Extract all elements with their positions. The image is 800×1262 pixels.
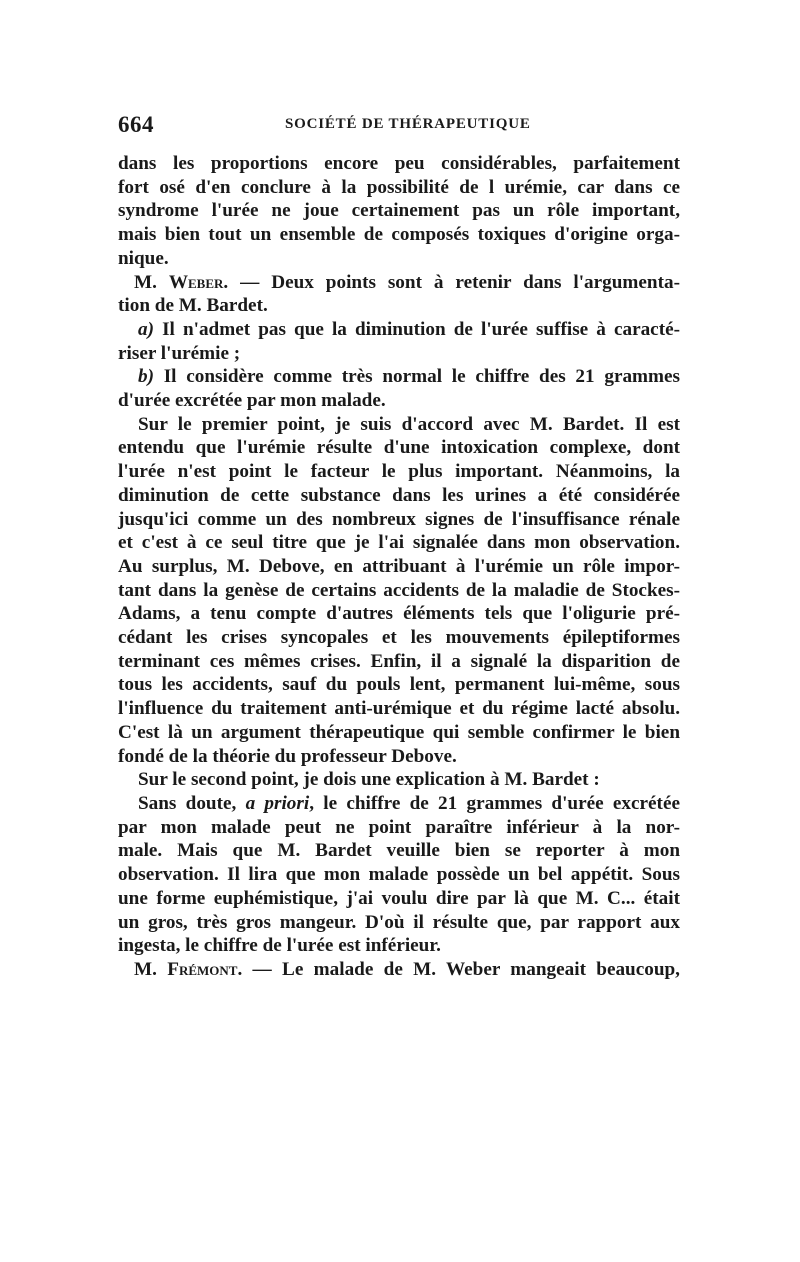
body-text xyxy=(118,152,680,982)
speaker-name: Weber xyxy=(168,271,224,293)
text-line: C'est là un argument thérapeutique qui semble confirmer le bien xyxy=(118,721,680,743)
text-line: cédant les crises syncopales et les mouvements épileptiformes xyxy=(118,627,680,649)
text-line: un gros, très gros mangeur. D'où il résulte que, par rapport aux xyxy=(118,911,680,933)
text-line: fondé de la théorie du professeur Debove. xyxy=(118,745,457,767)
text-line: Adams, a tenu compte d'autres éléments tels que l'oligurie pré- xyxy=(118,603,680,625)
text-line: nique. xyxy=(118,247,169,269)
text-line: Sur le premier point, je suis d'accord avec M. Bardet. Il est xyxy=(138,413,680,435)
text-line: male. Mais que M. Bardet veuille bien se reporter à mon xyxy=(118,840,680,862)
list-item-a: a) Il n'admet pas que la diminution de l'urée suffise à caracté- xyxy=(138,318,680,340)
text-line: mais bien tout un ensemble de composés toxiques d'origine orga- xyxy=(118,224,680,246)
text-line: observation. Il lira que mon malade possède un bel appétit. Sous xyxy=(118,864,680,886)
text-line: Sur le second point, je dois une explication à M. Bardet : xyxy=(138,769,600,791)
text-line: tion de M. Bardet. xyxy=(118,295,268,317)
text-line: tant dans la genèse de certains accidents de la maladie de Stockes- xyxy=(118,579,680,601)
text-line: l'influence du traitement anti-urémique et du régime lacté absolu. xyxy=(118,698,680,720)
list-item-b: b) Il considère comme très normal le chiffre des 21 grammes xyxy=(138,366,680,388)
speaker-line-weber: M. Weber. — Deux points sont à retenir dans l'argumenta- xyxy=(134,271,680,293)
text-line: dans les proportions encore peu considérables, parfaitement xyxy=(118,153,680,174)
speaker-name: Frémont xyxy=(167,958,238,980)
list-marker: a) xyxy=(138,318,154,340)
text-line: l'urée n'est point le facteur le plus important. Néanmoins, la xyxy=(118,461,680,483)
text-line: d'urée excrétée par mon malade. xyxy=(118,390,386,412)
text-line: syndrome l'urée ne joue certainement pas un rôle important, xyxy=(118,200,680,222)
text-line-a-priori: Sans doute, a priori, le chiffre de 21 grammes d'urée excrétée xyxy=(138,792,680,814)
text-line: fort osé d'en conclure à la possibilité de l urémie, car dans ce xyxy=(118,176,680,198)
text-line: par mon malade peut ne point paraître inférieur à la nor- xyxy=(118,816,680,838)
text-line: et c'est à ce seul titre que je l'ai signalée dans mon observation. xyxy=(118,532,680,554)
text-line: ingesta, le chiffre de l'urée est inférieur. xyxy=(118,935,441,957)
italic-term: a priori xyxy=(245,792,310,814)
page-number: 664 xyxy=(118,112,154,137)
text-line: tous les accidents, sauf du pouls lent, permanent lui-même, sous xyxy=(118,674,680,696)
running-title: SOCIÉTÉ DE THÉRAPEUTIQUE xyxy=(285,116,531,132)
text-line: entendu que l'urémie résulte d'une intoxication complexe, dont xyxy=(118,437,680,459)
list-marker: b) xyxy=(138,366,154,388)
text-line: diminution de cette substance dans les urines a été considérée xyxy=(118,484,680,506)
text-line: terminant ces mêmes crises. Enfin, il a signalé la disparition de xyxy=(118,650,680,672)
speaker-line-fremont: M. Frémont. — Le malade de M. Weber mangeait beaucoup, xyxy=(134,958,680,980)
text-line: riser l'urémie ; xyxy=(118,342,241,364)
text-line: jusqu'ici comme un des nombreux signes de l'insuffisance rénale xyxy=(118,508,680,530)
text-line: Au surplus, M. Debove, en attribuant à l'urémie un rôle impor- xyxy=(118,555,680,577)
text-line: une forme euphémistique, j'ai voulu dire par là que M. C... était xyxy=(118,887,680,909)
page-header xyxy=(118,112,680,140)
